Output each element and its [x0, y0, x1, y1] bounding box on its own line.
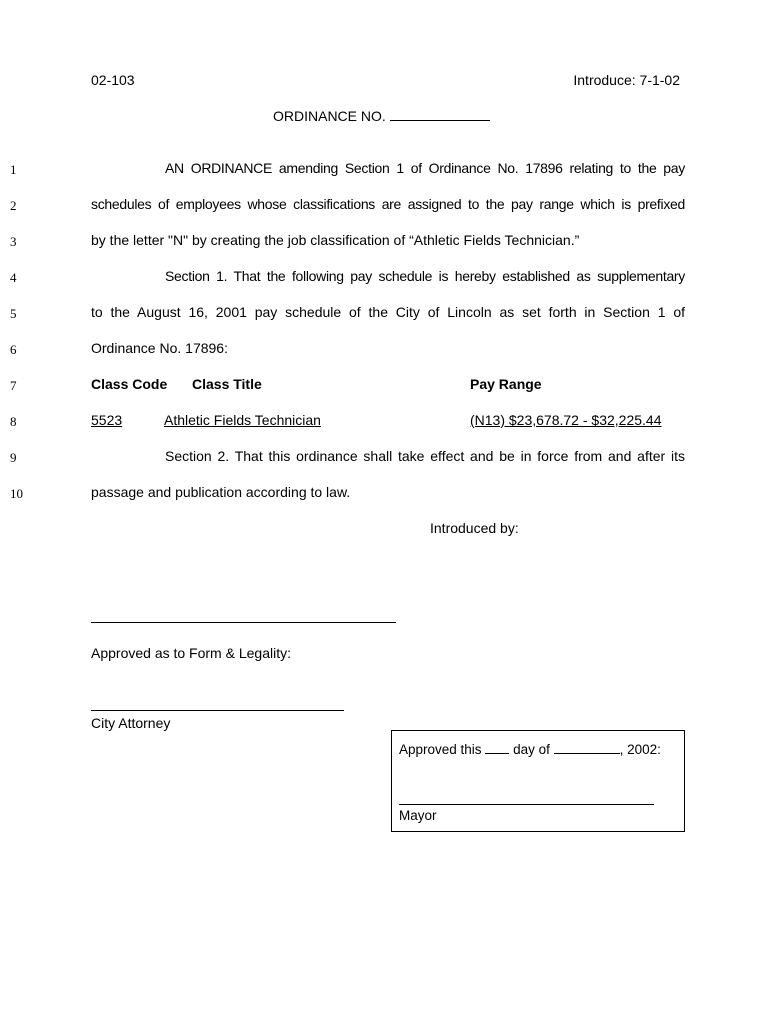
document-number: 02-103 [91, 72, 135, 88]
body-line-2: schedules of employees whose classifications are assigned to the pay range which is prefixed [91, 196, 685, 212]
line-number: 6 [10, 342, 17, 357]
introduce-date: Introduce: 7-1-02 [573, 72, 680, 88]
row-pay-range: (N13) $23,678.72 - $32,225.44 [470, 412, 662, 428]
body-line-3: by the letter "N" by creating the job classification of “Athletic Fields Technician.” [91, 232, 580, 248]
attorney-signature-line [91, 710, 344, 711]
approved-this-text: Approved this [399, 742, 482, 757]
line-number: 1 [10, 162, 17, 177]
line-number: 8 [10, 414, 17, 429]
city-attorney-label: City Attorney [91, 715, 171, 731]
body-line-6: Ordinance No. 17896: [91, 340, 228, 356]
row-class-title: Athletic Fields Technician [164, 412, 321, 428]
mayor-label: Mayor [399, 808, 437, 823]
introducer-signature-line [91, 622, 396, 623]
header-class-title: Class Title [192, 376, 262, 392]
introduced-by-label: Introduced by: [430, 520, 519, 536]
line-number: 10 [10, 486, 23, 501]
line-number: 7 [10, 378, 17, 393]
approved-form-label: Approved as to Form & Legality: [91, 645, 291, 661]
day-blank [485, 741, 509, 754]
line-number: 2 [10, 198, 17, 213]
body-line-1: AN ORDINANCE amending Section 1 of Ordinance No. 17896 relating to the pay [165, 160, 685, 176]
year-text: , 2002: [619, 742, 661, 757]
line-number: 5 [10, 306, 17, 321]
ordinance-title-text: ORDINANCE NO. [273, 108, 386, 124]
ordinance-number-blank [390, 108, 490, 121]
line-number: 3 [10, 234, 17, 249]
month-blank [554, 741, 620, 754]
header-class-code: Class Code [91, 376, 168, 392]
day-of-text: day of [513, 742, 550, 757]
mayor-signature-line [399, 804, 654, 805]
line-number: 9 [10, 450, 17, 465]
line-number: 4 [10, 270, 17, 285]
ordinance-title [273, 108, 490, 124]
row-class-code: 5523 [91, 412, 123, 428]
mayor-approval-box [391, 730, 685, 832]
body-line-5: to the August 16, 2001 pay schedule of the City of Lincoln as set forth in Section 1 of [91, 304, 685, 320]
body-line-9: Section 2. That this ordinance shall take effect and be in force from and after its [165, 448, 685, 464]
body-line-4: Section 1. That the following pay schedule is hereby established as supplementary [165, 268, 685, 284]
header-pay-range: Pay Range [470, 376, 542, 392]
approved-this-line [399, 741, 661, 757]
body-line-10: passage and publication according to law. [91, 484, 351, 500]
